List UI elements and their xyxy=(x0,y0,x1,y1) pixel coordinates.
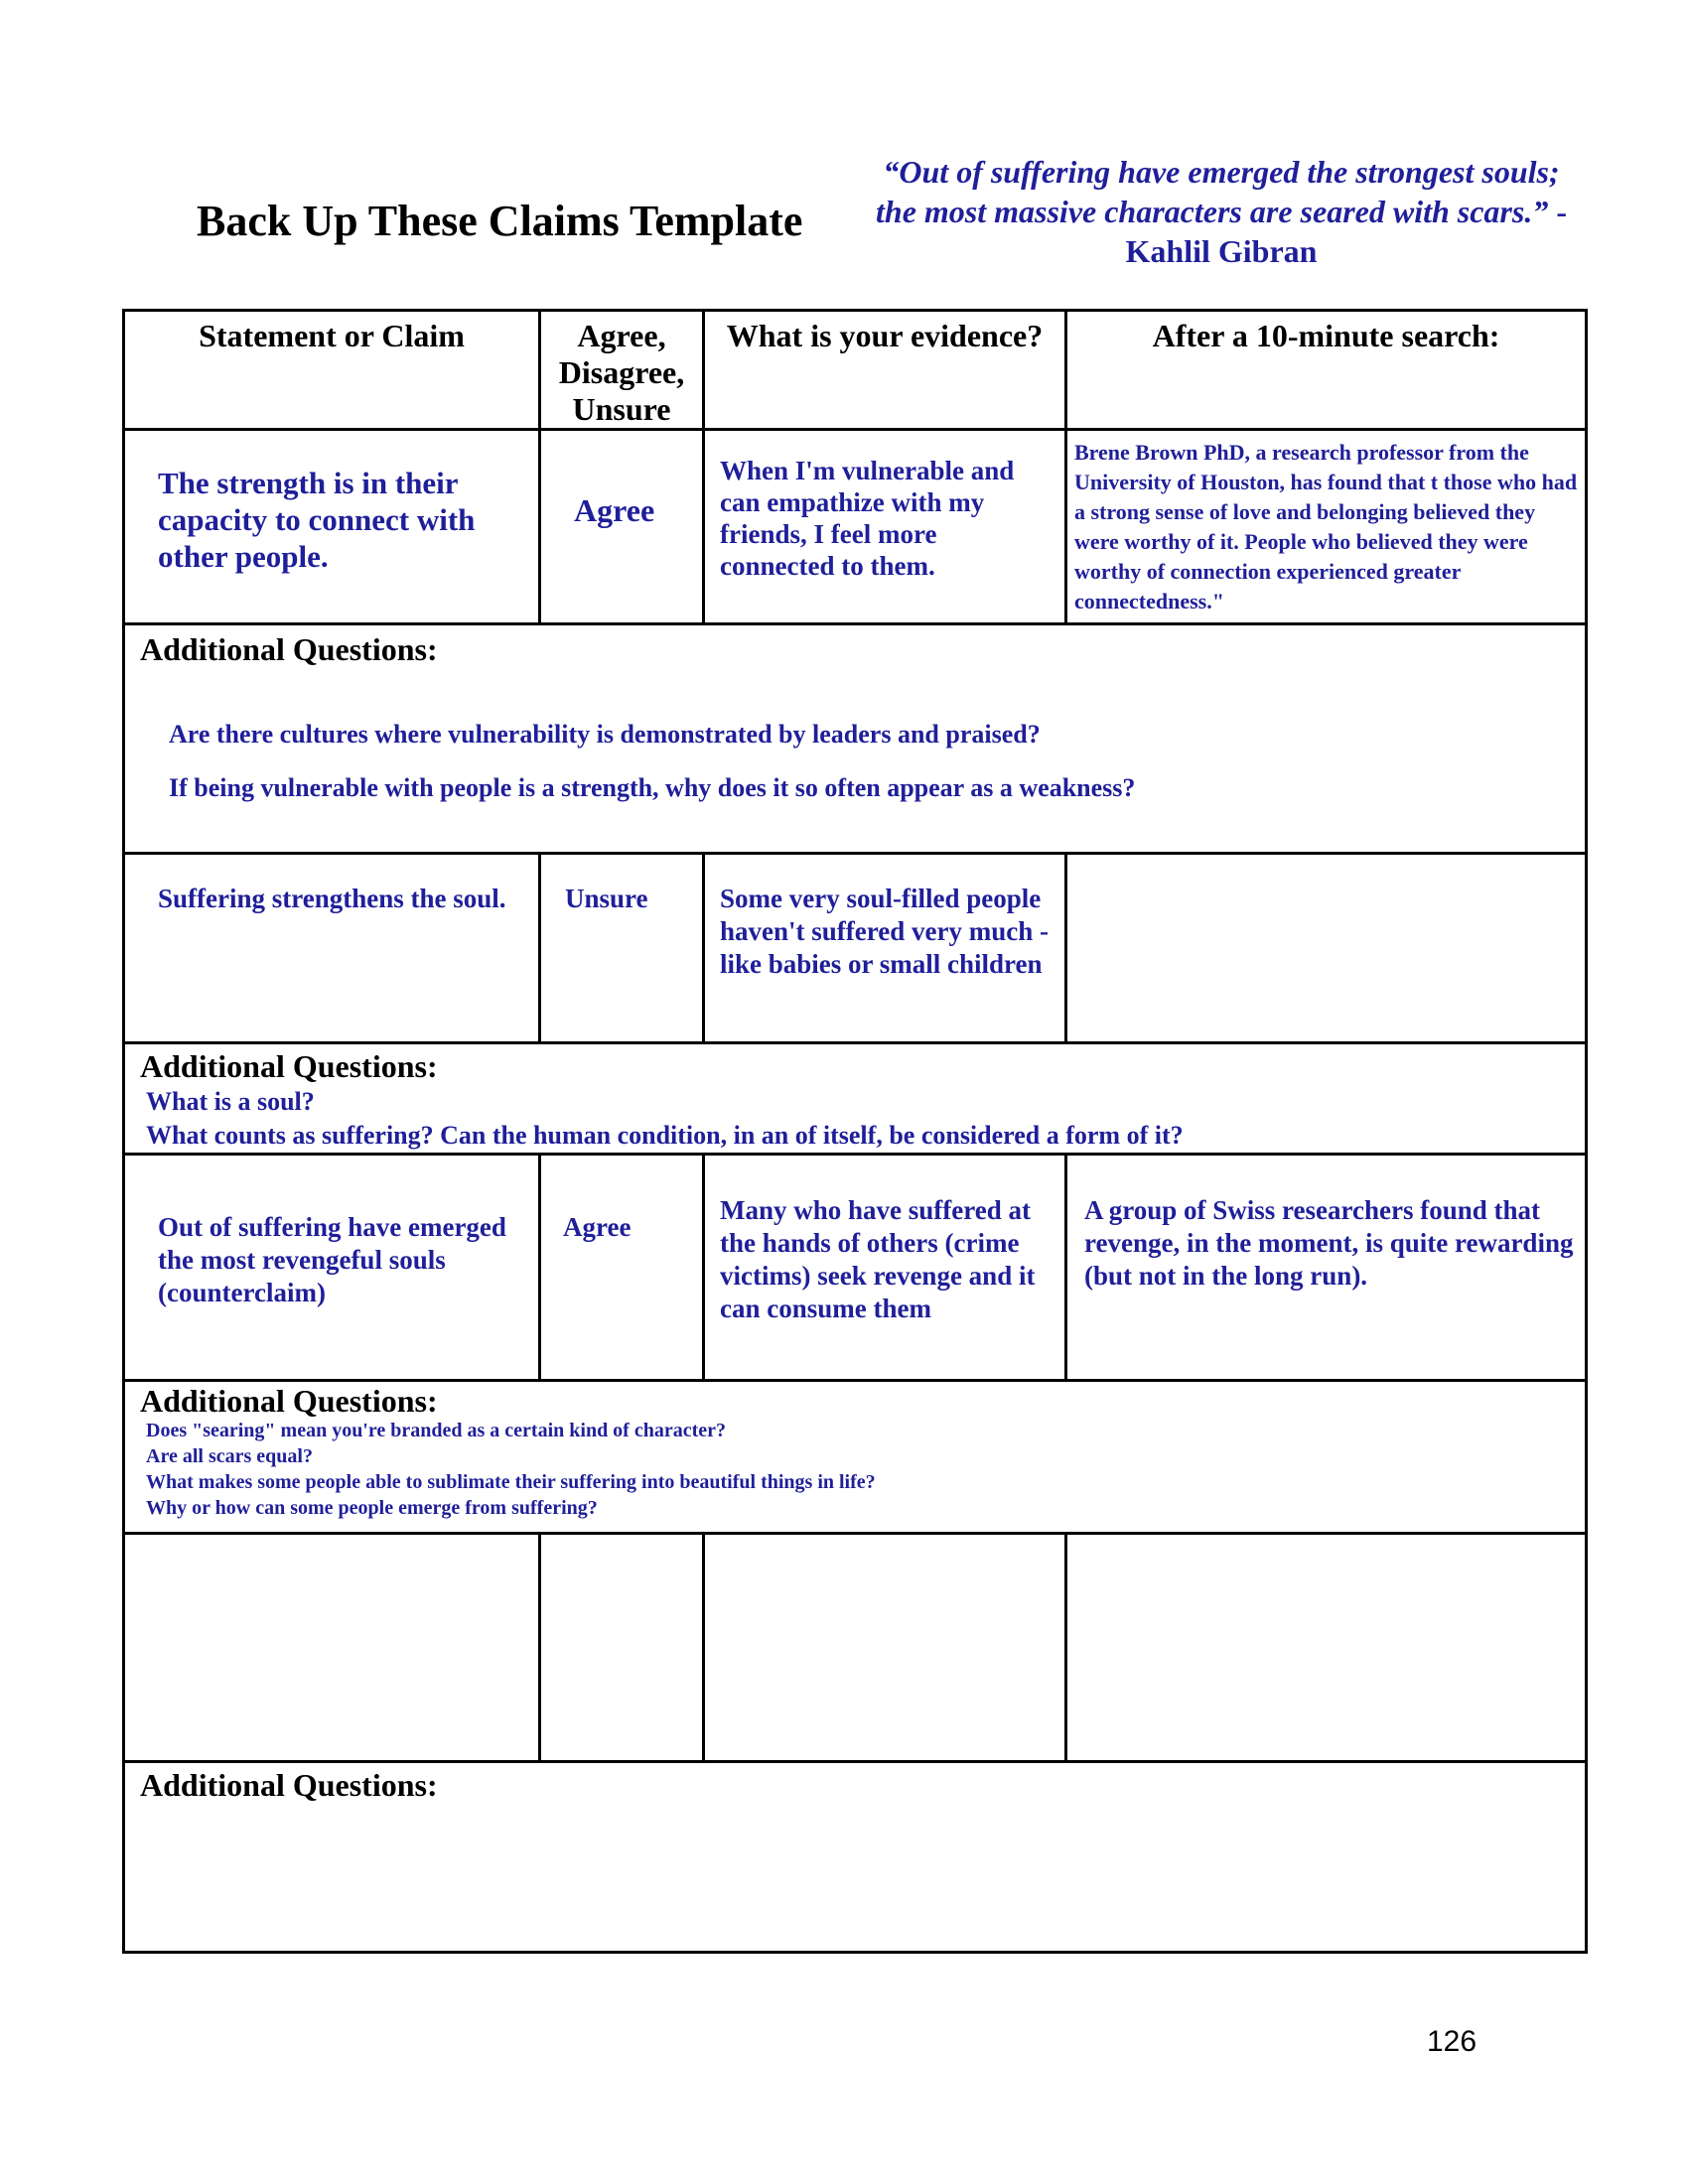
claim-cell[interactable] xyxy=(124,1155,540,1381)
additional-questions-row xyxy=(124,624,1587,854)
claim-cell[interactable] xyxy=(124,430,540,624)
quote-text: “Out of suffering have emerged the strongest souls; the most massive characters are seared with scars.” xyxy=(876,154,1560,229)
claim-row xyxy=(124,854,1587,1043)
page-number: 126 xyxy=(1427,2025,1477,2058)
header-agree: Agree, Disagree, Unsure xyxy=(540,311,704,430)
search-cell[interactable] xyxy=(1066,854,1587,1043)
stance-text: Agree xyxy=(574,492,655,528)
search-cell[interactable] xyxy=(1066,1155,1587,1381)
additional-questions-cell[interactable] xyxy=(124,624,1587,854)
search-text xyxy=(1067,855,1585,883)
stance-cell[interactable] xyxy=(540,1534,704,1762)
additional-questions-cell[interactable] xyxy=(124,1381,1587,1534)
search-cell[interactable] xyxy=(1066,1534,1587,1762)
question-item: What makes some people able to sublimate their suffering into beautiful things in life? xyxy=(146,1471,876,1493)
stance-cell[interactable] xyxy=(540,1155,704,1381)
evidence-text: Some very soul-filled people haven't suffered very much - like babies or small children xyxy=(720,884,1049,979)
claim-text: The strength is in their capacity to connect with other people. xyxy=(158,466,476,574)
header-row xyxy=(124,311,1587,430)
quote-author: - Kahlil Gibran xyxy=(1125,194,1567,269)
additional-questions-row xyxy=(124,1043,1587,1155)
additional-questions-row xyxy=(124,1762,1587,1953)
claims-table xyxy=(122,309,1588,1954)
evidence-cell[interactable] xyxy=(704,1534,1066,1762)
claim-row xyxy=(124,1155,1587,1381)
evidence-cell[interactable] xyxy=(704,854,1066,1043)
claim-cell[interactable] xyxy=(124,1534,540,1762)
claim-row xyxy=(124,1534,1587,1762)
claim-cell[interactable] xyxy=(124,854,540,1043)
question-item: If being vulnerable with people is a strength, why does it so often appear as a weakness? xyxy=(169,773,1136,802)
additional-questions-label: Additional Questions: xyxy=(140,631,438,667)
evidence-text: When I'm vulnerable and can empathize with my friends, I feel more connected to them. xyxy=(720,456,1015,581)
additional-questions-cell[interactable] xyxy=(124,1762,1587,1953)
header-evidence: What is your evidence? xyxy=(704,311,1066,430)
search-text: A group of Swiss researchers found that revenge, in the moment, is quite rewarding (but not in the long run). xyxy=(1084,1195,1574,1291)
question-item: What is a soul? xyxy=(146,1087,315,1116)
question-item: Does "searing" mean you're branded as a certain kind of character? xyxy=(146,1420,727,1441)
search-text: Brene Brown PhD, a research professor from the University of Houston, has found that t those who had a strong sense of love and belonging believed they were worthy of it. People who believed they were worthy of connection experienced greater connectedness." xyxy=(1074,440,1578,614)
header-statement: Statement or Claim xyxy=(124,311,540,430)
question-item: What counts as suffering? Can the human condition, in an of itself, be considered a form of it? xyxy=(146,1121,1184,1150)
stance-text: Agree xyxy=(563,1212,632,1242)
search-cell[interactable] xyxy=(1066,430,1587,624)
additional-questions-label: Additional Questions: xyxy=(140,1383,438,1419)
header-search: After a 10-minute search: xyxy=(1066,311,1587,430)
page-title: Back Up These Claims Template xyxy=(197,197,803,245)
question-item: Why or how can some people emerge from suffering? xyxy=(146,1497,598,1519)
evidence-cell[interactable] xyxy=(704,1155,1066,1381)
evidence-cell[interactable] xyxy=(704,430,1066,624)
evidence-text: Many who have suffered at the hands of others (crime victims) seek revenge and it can consume them xyxy=(720,1195,1036,1323)
question-item: Are all scars equal? xyxy=(146,1445,313,1467)
epigraph-quote xyxy=(874,152,1569,271)
stance-cell[interactable] xyxy=(540,854,704,1043)
additional-questions-cell[interactable] xyxy=(124,1043,1587,1155)
claim-row xyxy=(124,430,1587,624)
stance-cell[interactable] xyxy=(540,430,704,624)
additional-questions-row xyxy=(124,1381,1587,1534)
claim-text: Out of suffering have emerged the most revengeful souls (counterclaim) xyxy=(158,1212,506,1307)
stance-text: Unsure xyxy=(565,884,648,913)
claim-text: Suffering strengthens the soul. xyxy=(158,884,506,913)
question-item: Are there cultures where vulnerability is demonstrated by leaders and praised? xyxy=(169,720,1041,749)
additional-questions-label: Additional Questions: xyxy=(140,1767,438,1803)
additional-questions-label: Additional Questions: xyxy=(140,1048,438,1084)
